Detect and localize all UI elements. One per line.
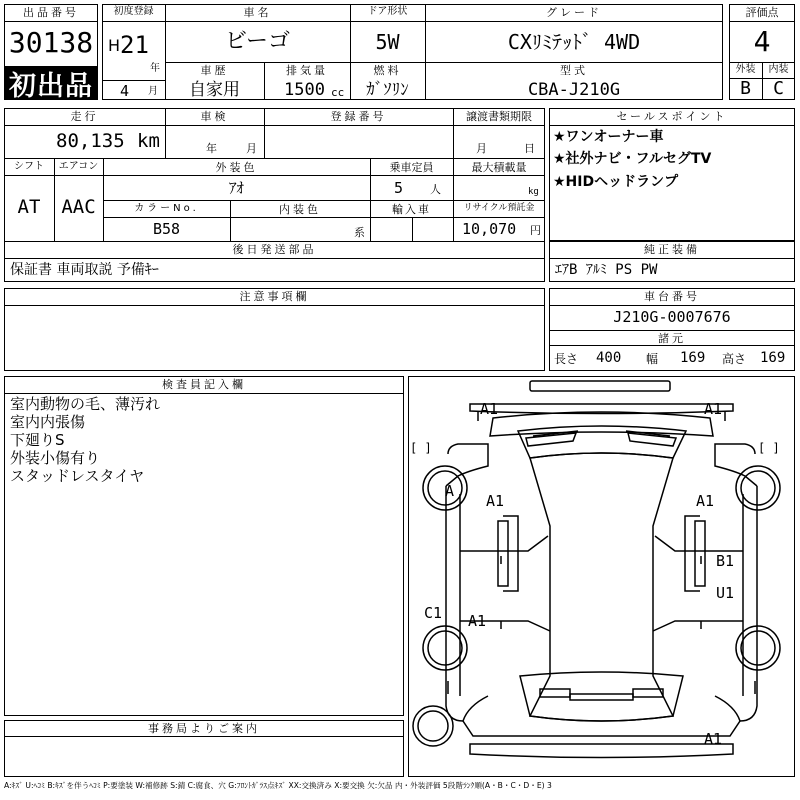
mark-rear-left: C1 — [424, 604, 443, 622]
interior-grade-header: 内装 — [768, 64, 789, 75]
lot-header: 出品番号 — [23, 6, 79, 19]
rating-value: 4 — [753, 25, 771, 58]
first-listing-badge: 初出品 — [4, 66, 98, 100]
transfer-month-unit: 月 — [476, 142, 487, 155]
inspector-line-5: スタッドレスタイヤ — [10, 467, 145, 485]
exterior-grade-value: B — [740, 78, 751, 99]
displacement-header: 排気量 — [286, 64, 328, 77]
later-parts-header: 後日発送部品 — [232, 243, 317, 256]
legend: A:ｷｽﾞ U:ﾍｺﾐ B:ｷｽﾞを伴うﾍｺﾐ P:要塗装 W:補修跡 S:錆 C:腐食、穴 G:ﾌﾛﾝﾄｶﾞﾗｽ点ｷｽﾞ XX:交換済み X:要交換 欠:欠品 内・外装評価 5段階ﾗﾝｸ順(A・B・C・D・E) 3 — [4, 781, 552, 790]
rating-header: 評価点 — [745, 6, 779, 19]
fuel-header: 燃料 — [373, 64, 402, 77]
sales-points-header: セールスポイント — [616, 110, 728, 123]
max-load-unit: kg — [528, 187, 539, 197]
reg-era: H — [108, 36, 121, 55]
equipment-value: ｴｱB ｱﾙﾐ PS PW — [555, 262, 658, 278]
interior-grade-value: C — [773, 78, 784, 99]
mileage-header: 走行 — [70, 110, 99, 123]
capacity-unit: 人 — [430, 183, 441, 196]
length-label: 長さ — [554, 352, 579, 366]
dimensions-header: 諸元 — [658, 332, 686, 345]
model-type-header: 型式 — [560, 64, 588, 77]
car-name-header: 車名 — [243, 6, 272, 19]
lot-number: 30138 — [8, 26, 94, 59]
mark-front-tire-left: A — [445, 482, 455, 500]
sales-point-1: ★ワンオーナー車 — [553, 129, 664, 145]
reg-month-unit: 月 — [148, 86, 158, 97]
sales-point-3: ★HIDヘッドランプ — [553, 174, 679, 190]
recycle-unit: 円 — [530, 224, 541, 237]
history-header: 車歴 — [200, 64, 229, 77]
sales-point-2: ★社外ナビ・フルセグTV — [553, 151, 712, 167]
aircon-value: AAC — [61, 196, 96, 218]
chassis-value: J210G-0007676 — [613, 308, 731, 326]
car-damage-diagram — [408, 376, 795, 777]
fuel-value: ｶﾞｿﾘﾝ — [366, 80, 409, 100]
width-value: 169 — [680, 350, 706, 366]
mark-rear-door-right2: U1 — [716, 584, 735, 602]
inspector-line-1: 室内動物の毛、薄汚れ — [10, 395, 161, 413]
recycle-value: 10,070 — [462, 220, 517, 238]
equipment-header: 純正装備 — [644, 243, 700, 256]
mark-front-fender-right: A1 — [696, 492, 715, 510]
office-header: 事務局よりご案内 — [148, 722, 260, 735]
car-name: ビーゴ — [224, 29, 291, 54]
max-load-header: 最大積載量 — [471, 161, 527, 174]
mark-rear-bumper: A1 — [704, 730, 723, 748]
inspection-month-unit: 月 — [246, 142, 257, 155]
displacement-unit: cc — [331, 86, 345, 99]
reg-header: 初度登録 — [113, 6, 154, 17]
import-header: 輸入車 — [392, 203, 431, 216]
height-label: 高さ — [722, 352, 747, 366]
history-value: 自家用 — [189, 80, 240, 100]
inspection-header: 車検 — [200, 110, 229, 123]
transfer-day-unit: 日 — [524, 142, 535, 155]
mark-front-fender-left: A1 — [486, 492, 505, 510]
shift-header: シフト — [14, 161, 44, 172]
notes-header: 注意事項欄 — [239, 290, 310, 303]
mileage-unit: km — [137, 130, 160, 152]
grade-header: グレード — [546, 6, 602, 19]
reg-month: 4 — [120, 82, 130, 100]
bracket-right: [ ] — [758, 441, 780, 455]
length-value: 400 — [596, 350, 622, 366]
mark-front-left: A1 — [480, 400, 499, 418]
color-no-value: B58 — [152, 220, 181, 238]
later-parts-value: 保証書 車両取説 予備ｷｰ — [10, 262, 159, 278]
width-label: 幅 — [646, 352, 659, 366]
ext-color-value: ｱｵ — [228, 179, 244, 197]
transfer-header: 譲渡書類期限 — [466, 110, 532, 123]
model-type-value: CBA-J210G — [527, 80, 621, 100]
color-no-header: カラーNo. — [134, 203, 199, 214]
inspector-line-3: 下廻りS — [10, 431, 65, 449]
door-value: 5W — [375, 30, 400, 54]
inspector-line-2: 室内内張傷 — [10, 413, 86, 431]
ext-color-header: 外装色 — [215, 161, 258, 174]
recycle-header: リサイクル預託金 — [463, 203, 535, 213]
bracket-left: [ ] — [410, 441, 432, 455]
aircon-header: エアコン — [58, 161, 99, 172]
int-color-unit: 系 — [354, 226, 365, 239]
reg-year-unit: 年 — [150, 63, 160, 74]
mark-rear-door-right: B1 — [716, 552, 735, 570]
inspection-year-unit: 年 — [206, 142, 217, 155]
inspector-line-4: 外装小傷有り — [10, 449, 101, 467]
mark-rear-fender-left: A1 — [468, 612, 487, 630]
capacity-value: 5 — [394, 179, 404, 197]
exterior-grade-header: 外装 — [735, 64, 756, 75]
inspector-header: 検査員記入欄 — [162, 378, 246, 391]
door-header: ドア形状 — [367, 6, 408, 17]
reg-year: 21 — [120, 31, 149, 59]
height-value: 169 — [760, 350, 786, 366]
shift-value: AT — [17, 196, 41, 218]
chassis-header: 車台番号 — [644, 290, 700, 303]
displacement-value: 1500 — [284, 80, 325, 100]
int-color-header: 内装色 — [279, 203, 321, 216]
capacity-header: 乗車定員 — [389, 161, 434, 174]
mileage-value: 80,135 — [56, 130, 125, 152]
mark-front-right: A1 — [704, 400, 723, 418]
grade-value: CXﾘﾐﾃｯﾄﾞ 4WD — [507, 30, 641, 54]
reg-number-header: 登録番号 — [330, 110, 387, 123]
